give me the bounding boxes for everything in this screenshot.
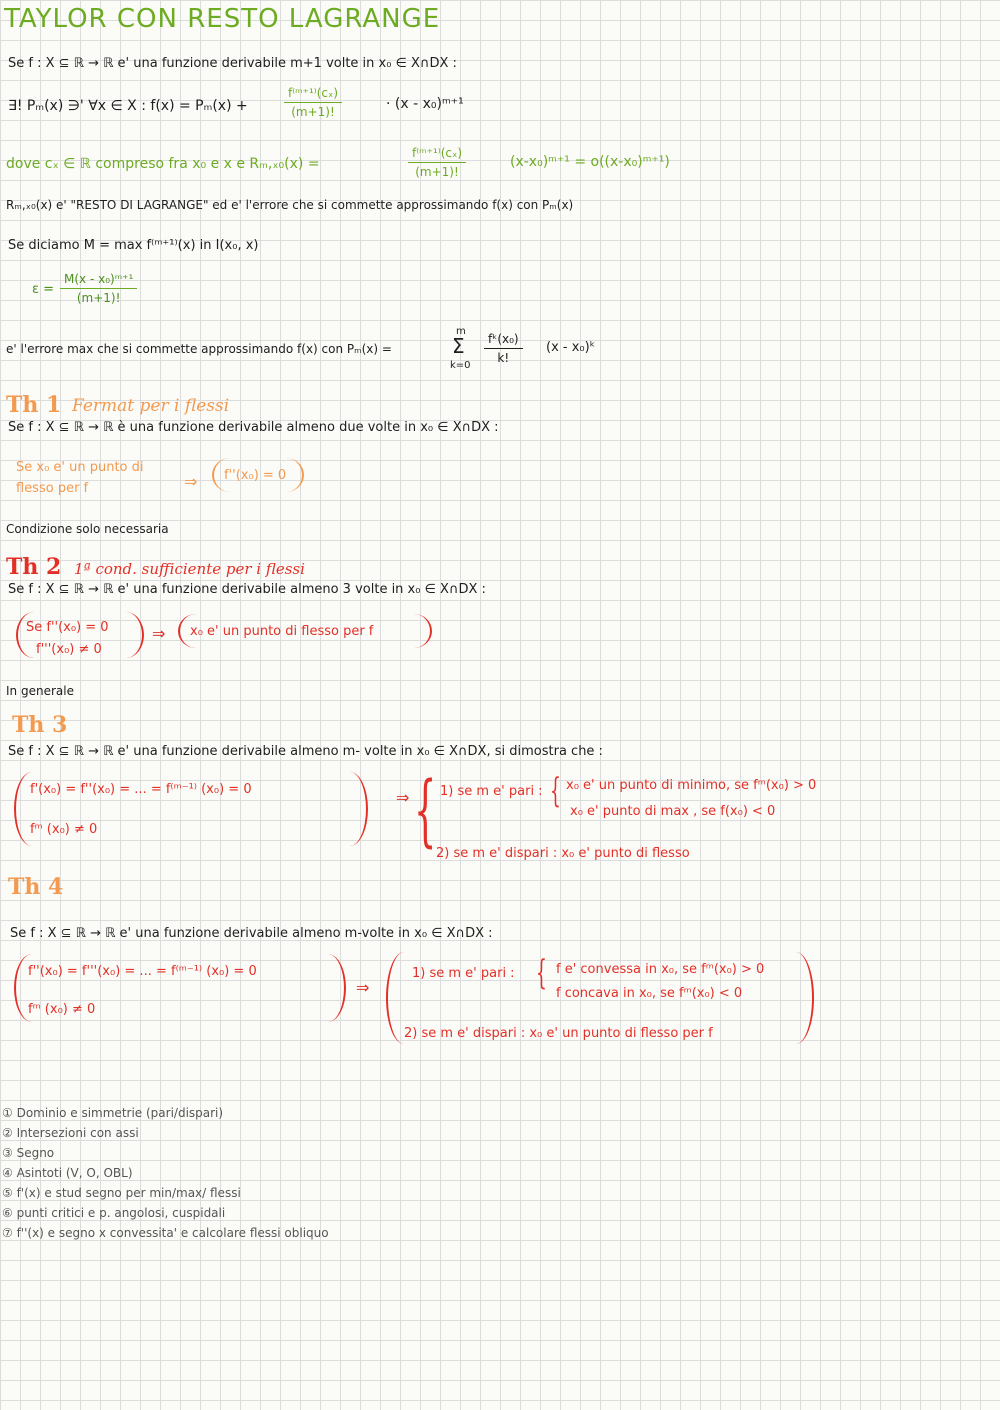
sum-bottom: k=0 [450, 360, 471, 371]
th3-case1-b: x₀ e' punto di max , se f(x₀) < 0 [570, 804, 776, 819]
th3-cases-brace: { [414, 766, 437, 856]
checklist-item: ⑥ punti critici e p. angolosi, cuspidali [2, 1206, 226, 1220]
th3-case1-brace: { [550, 771, 561, 811]
th2-condition-line2: f'''(x₀) ≠ 0 [36, 642, 102, 657]
th3-label: Th 3 [12, 712, 68, 738]
sum-symbol: Σ [452, 334, 465, 358]
th3-condition-line2: fᵐ (x₀) ≠ 0 [30, 822, 98, 837]
error-label: ε = [32, 282, 55, 297]
checklist-item: ② Intersezioni con assi [2, 1126, 139, 1140]
th4-case1-brace: { [536, 953, 547, 993]
checklist-item: ① Dominio e simmetrie (pari/dispari) [2, 1106, 224, 1120]
page-title: TAYLOR CON RESTO LAGRANGE [4, 4, 441, 34]
max-definition: Se diciamo M = max f⁽ᵐ⁺¹⁾(x) in I(x₀, x) [8, 238, 259, 253]
th4-case1-label: 1) se m e' pari : [412, 966, 515, 981]
th4-case1-b: f concava in x₀, se fᵐ(x₀) < 0 [556, 986, 743, 1001]
th3-case2: 2) se m e' dispari : x₀ e' punto di flesso [436, 846, 690, 861]
taylor-term-fraction [484, 332, 523, 365]
th1-arrow: ⇒ [184, 472, 198, 491]
th2-label: Th 2 [6, 554, 62, 580]
th1-hypothesis: Se f : X ⊆ ℝ → ℝ è una funzione derivabile almeno due volte in x₀ ∈ X∩DX : [8, 420, 499, 435]
checklist-item: ⑤ f'(x) e stud segno per min/max/ flessi [2, 1186, 241, 1200]
th1-label: Th 1 [6, 392, 62, 418]
th3-arrow: ⇒ [396, 788, 410, 807]
th2-result: x₀ e' un punto di flesso per f [190, 624, 374, 639]
th1-subtitle: Fermat per i flessi [72, 396, 230, 416]
lagrange-remainder-prefix: dove cₓ ∈ ℝ compreso fra x₀ e x e Rₘ,ₓ₀(x) = [6, 156, 320, 172]
th2-arrow: ⇒ [152, 624, 166, 643]
th1-result: f''(x₀) = 0 [224, 468, 287, 483]
fraction-denominator: (m+1)! [415, 165, 459, 179]
fraction-numerator: M(x - x₀)ᵐ⁺¹ [60, 272, 137, 289]
th4-hypothesis: Se f : X ⊆ ℝ → ℝ e' una funzione derivabile almeno m-volte in x₀ ∈ X∩DX : [10, 926, 493, 941]
th4-condition-line2: fᵐ (x₀) ≠ 0 [28, 1002, 96, 1017]
taylor-formula-suffix: · (x - x₀)ᵐ⁺¹ [386, 96, 464, 112]
taylor-term-suffix: (x - x₀)ᵏ [546, 340, 596, 355]
th1-condition-line2: flesso per f [16, 481, 89, 496]
checklist-item: ④ Asintoti (V, O, OBL) [2, 1166, 133, 1180]
checklist-item: ③ Segno [2, 1146, 55, 1160]
fraction-denominator: (m+1)! [291, 105, 335, 119]
fraction-denominator: k! [497, 351, 510, 365]
th2-hypothesis: Se f : X ⊆ ℝ → ℝ e' una funzione derivabile almeno 3 volte in x₀ ∈ X∩DX : [8, 582, 486, 597]
th2-subtitle: 1ª cond. sufficiente per i flessi [74, 560, 305, 578]
checklist-item: ⑦ f''(x) e segno x convessita' e calcolare flessi obliquo [2, 1226, 329, 1240]
th3-case1-a: x₀ e' un punto di minimo, se fᵐ(x₀) > 0 [566, 778, 817, 793]
lagrange-definition: Rₘ,ₓ₀(x) e' "RESTO DI LAGRANGE" ed e' l'errore che si commette approssimando f(x) con Pₘ(x) [6, 198, 574, 212]
lagrange-remainder-fraction [408, 146, 466, 179]
th2-note: In generale [6, 684, 74, 698]
lagrange-remainder-suffix: (x-x₀)ᵐ⁺¹ = o((x-x₀)ᵐ⁺¹) [510, 154, 670, 170]
th4-arrow: ⇒ [356, 978, 370, 997]
th3-hypothesis: Se f : X ⊆ ℝ → ℝ e' una funzione derivabile almeno m- volte in x₀ ∈ X∩DX, si dimostra che : [8, 744, 603, 759]
max-error-line: e' l'errore max che si commette approssimando f(x) con Pₘ(x) = [6, 342, 392, 356]
taylor-formula-prefix: ∃! Pₘ(x) ∋' ∀x ∈ X : f(x) = Pₘ(x) + [8, 98, 248, 114]
taylor-hypothesis: Se f : X ⊆ ℝ → ℝ e' una funzione derivabile m+1 volte in x₀ ∈ X∩DX : [8, 56, 457, 71]
th4-condition-line1: f''(x₀) = f'''(x₀) = ... = f⁽ᵐ⁻¹⁾ (x₀) = 0 [28, 964, 257, 979]
th1-condition-line1: Se x₀ e' un punto di [16, 460, 144, 475]
th3-case1-label: 1) se m e' pari : [440, 784, 543, 799]
th4-case1-a: f e' convessa in x₀, se fᵐ(x₀) > 0 [556, 962, 765, 977]
fraction-numerator: f⁽ᵐ⁺¹⁾(cₓ) [284, 86, 342, 103]
th3-condition-line1: f'(x₀) = f''(x₀) = ... = f⁽ᵐ⁻¹⁾ (x₀) = 0 [30, 782, 252, 797]
fraction-numerator: fᵏ(x₀) [484, 332, 523, 349]
th4-case2: 2) se m e' dispari : x₀ e' un punto di flesso per f [404, 1026, 713, 1041]
fraction-denominator: (m+1)! [76, 291, 121, 305]
th2-condition-line1: Se f''(x₀) = 0 [26, 620, 109, 635]
taylor-formula-fraction [284, 86, 342, 119]
error-fraction [60, 272, 137, 305]
th4-label: Th 4 [8, 874, 64, 900]
fraction-numerator: f⁽ᵐ⁺¹⁾(cₓ) [408, 146, 466, 163]
sum-top: m [456, 326, 466, 337]
th1-note: Condizione solo necessaria [6, 522, 169, 536]
